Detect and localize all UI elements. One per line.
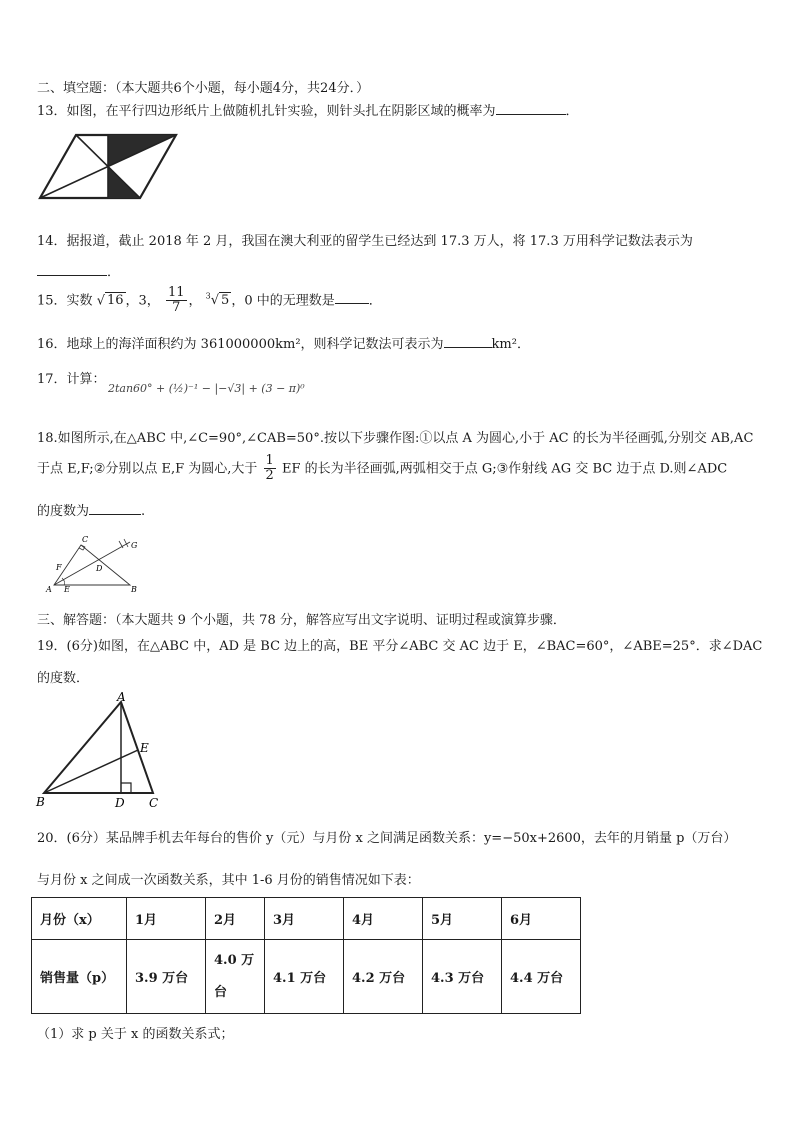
question-17-expression: 2tan60° + (½)⁻¹ − |−√3| + (3 − π)⁰ [108,382,305,395]
question-15-separator-2: ， [188,293,202,309]
label-D: D [115,796,125,810]
table-header-cell: 月份（x） [32,898,127,940]
table-header-cell: 5月 [423,898,502,940]
question-15 [37,286,382,316]
table-header-cell: 3月 [265,898,344,940]
table-cell: 3.9 万台 [127,940,206,1014]
table-cell: 4.3 万台 [423,940,502,1014]
question-20-subquestion-1: （1）求 p 关于 x 的函数关系式； [37,1027,234,1042]
label-A: A [117,690,126,704]
question-15-end: ． [368,293,382,309]
cube-root-5: $^3$√ 5 [205,291,230,309]
question-19-line-1: 19．(6分)如图，在△ABC 中，AD 是 BC 边上的高，BE 平分∠ABC 交 AC 边于 E，∠BAC=60°，∠ABE=25°．求∠DAC [37,639,763,654]
section-3-header: 三、解答题：（本大题共 9 个小题，共 78 分，解答应写出文字说明、证明过程或演算步骤． [37,613,566,628]
table-row [32,940,581,1014]
table-row-label: 销售量（p） [32,940,127,1014]
question-13-text: 13．如图，在平行四边形纸片上做随机扎针实验，则针头扎在阴影区域的概率为 [37,104,496,119]
parallelogram-figure [40,130,180,205]
answer-blank-18 [89,514,141,515]
question-16-unit: km²． [491,337,530,352]
label-F: F [56,563,62,572]
question-13-end: ． [565,104,579,119]
triangle-figure-18 [40,533,150,595]
question-15-prefix: 15．实数 [37,293,93,309]
label-E: E [64,585,70,594]
question-17-label: 17．计算： [37,372,106,387]
label-D: D [96,564,103,573]
question-14: 14．据报道，截止 2018 年 2 月，我国在澳大利亚的留学生已经达到 17.3 万人，将 17.3 万用科学记数法表示为 [37,234,693,249]
answer-blank-16 [444,347,492,348]
label-G: G [131,541,138,550]
table-header-cell: 4月 [344,898,423,940]
triangle-figure-19 [36,690,166,810]
section-2-header: 二、填空题：（本大题共6个小题，每小题4分，共24分．） [37,81,370,96]
fraction-one-half: $\frac{1}{2}$ [265,453,274,484]
label-C: C [82,535,89,544]
label-B: B [131,585,137,594]
answer-blank-15 [335,303,369,304]
answer-blank-14 [37,275,107,276]
table-header-cell: 2月 [206,898,265,940]
question-14-answer-line [37,261,120,280]
sqrt-16: √ 16 [96,293,124,309]
question-13 [37,100,579,119]
label-E: E [140,741,149,755]
table-row [32,898,581,940]
question-16-text: 16．地球上的海洋面积约为 361000000km²，则科学记数法可表示为 [37,337,444,352]
question-15-separator-1: ，3， [125,293,160,309]
answer-blank-13 [496,114,566,115]
question-19-line-2: 的度数． [37,671,90,686]
label-B: B [36,795,45,809]
question-20-line-1: 20．(6分）某品牌手机去年每台的售价 y（元）与月份 x 之间满足函数关系：y=−50x+2600，去年的月销量 p（万台） [37,831,737,846]
table-header-cell: 1月 [127,898,206,940]
question-18-line-2: 于点 E,F;②分别以点 E,F 为圆心,大于 $\frac{1}{2}$ EF 的长为半径画弧,两弧相交于点 G;③作射线 AG 交 BC 边于点 D.则∠ADC [37,453,728,484]
table-cell: 4.4 万台 [502,940,581,1014]
label-C: C [149,796,159,810]
question-18-line-1: 18.如图所示,在△ABC 中,∠C=90°,∠CAB=50°.按以下步骤作图:①以点 A 为圆心,小于 AC 的长为半径画弧,分别交 AB,AC [37,431,754,446]
table-cell: 4.1 万台 [265,940,344,1014]
question-16 [37,333,530,352]
fraction-11-7: $\frac{11}{7}$ [167,285,185,316]
table-cell: 4.2 万台 [344,940,423,1014]
question-20-line-2: 与月份 x 之间成一次函数关系，其中 1-6 月份的销售情况如下表： [37,873,420,888]
sales-table [31,897,581,1014]
question-18-line-3: 的度数为 . [37,504,146,519]
question-15-suffix: ，0 中的无理数是 [231,293,335,309]
table-cell: 4.0 万台 [206,940,265,1014]
question-14-end: ． [107,265,121,280]
label-A: A [46,585,52,594]
table-header-cell: 6月 [502,898,581,940]
